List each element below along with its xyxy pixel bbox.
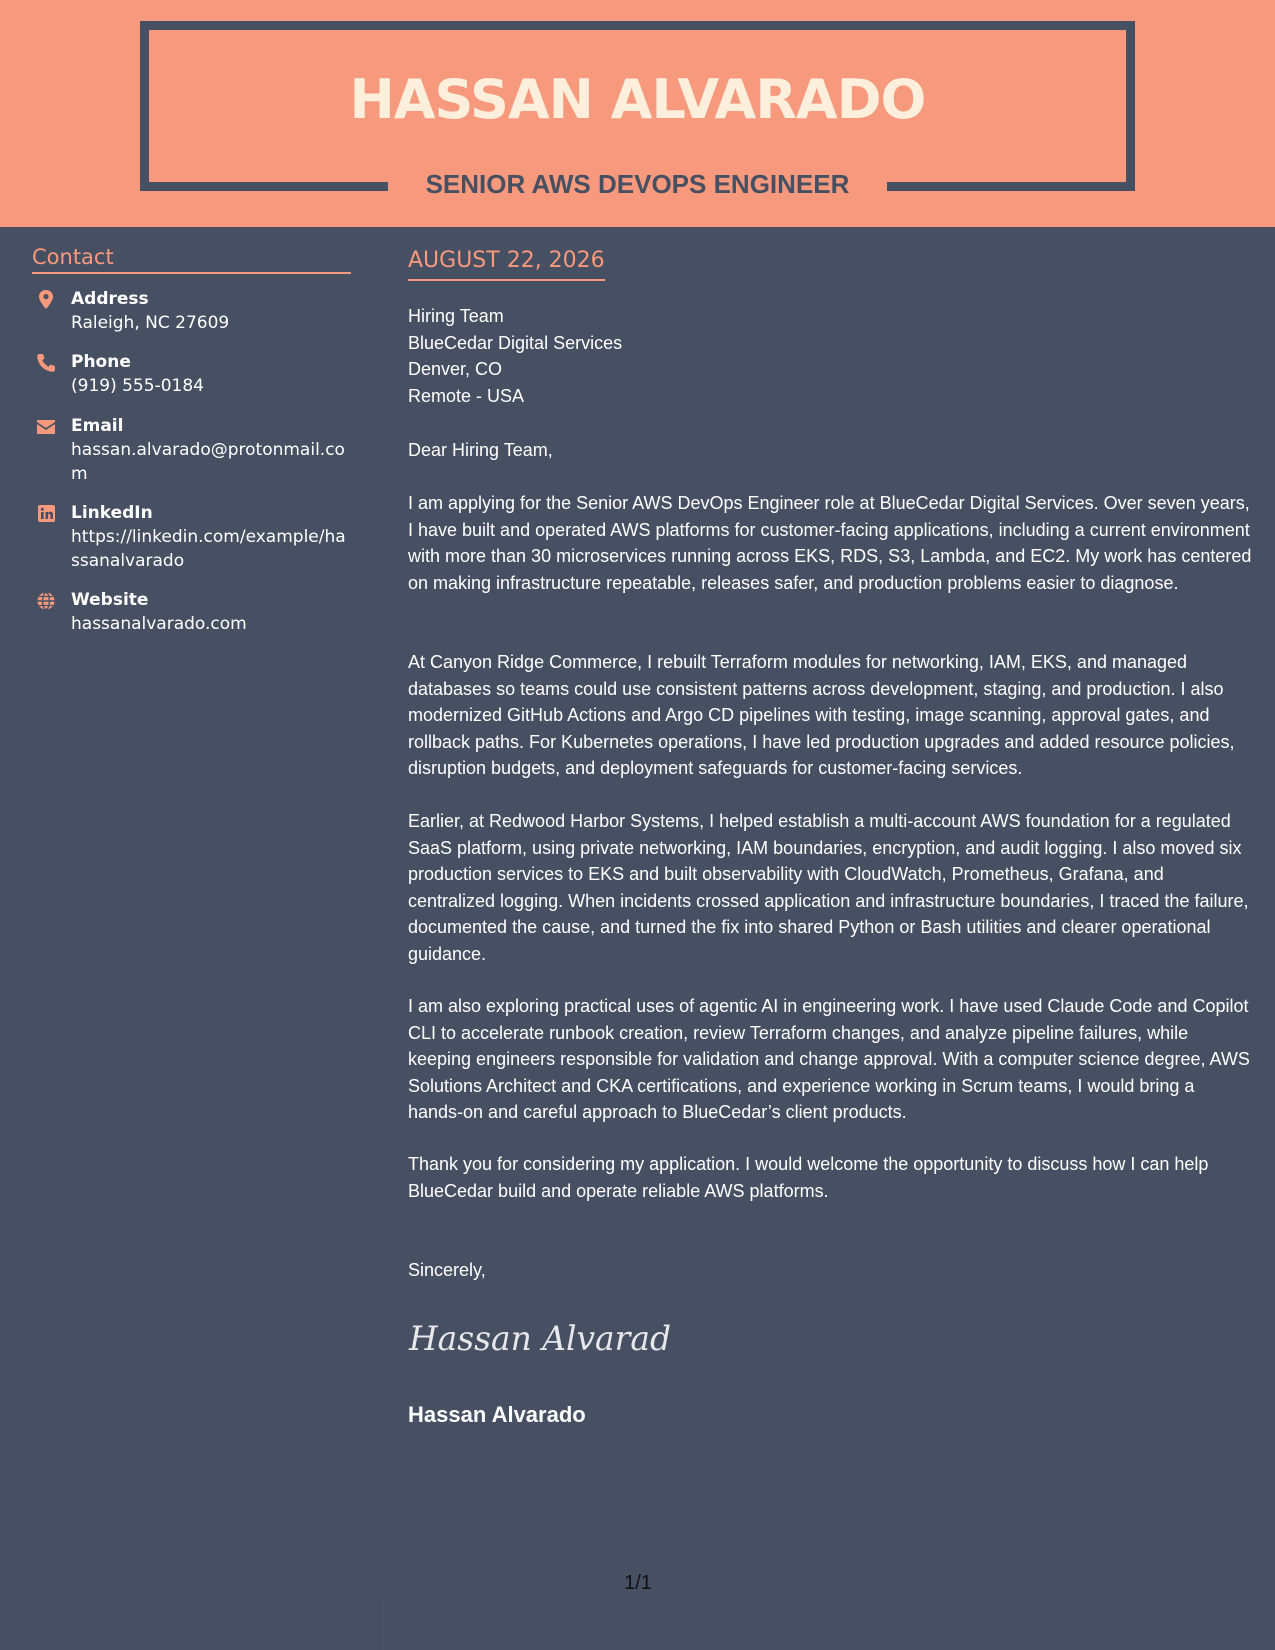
body-paragraph: I am applying for the Senior AWS DevOps Engineer role at BlueCedar Digital Services. Over seven years, I have built and operated AWS platforms for customer-facing applications, including a current environment with more than 30 microservices running across EKS, RDS, S3, Lambda, and EC2. My work has centered on making infrastructure repeatable, releases safer, and production problems easier to diagnose. <box>408 493 1252 593</box>
header-banner <box>0 0 1275 227</box>
page-number: 1/1 <box>624 1572 652 1594</box>
applicant-name: HASSAN ALVARADO <box>349 68 926 131</box>
recipient-line: Hiring Team <box>408 306 504 326</box>
globe-icon <box>35 591 57 611</box>
contact-label: Address <box>71 289 149 309</box>
closing: Sincerely, <box>408 1260 486 1280</box>
contact-value[interactable]: https://linkedin.com/example/hassanalvarado <box>71 527 346 571</box>
contact-value: Raleigh, NC 27609 <box>71 313 230 333</box>
contact-label: LinkedIn <box>71 503 153 523</box>
recipient-block <box>408 303 1253 409</box>
handwritten-signature <box>405 1314 705 1362</box>
svg-text:Hassan Alvarad: Hassan Alvarad <box>408 1319 671 1359</box>
envelope-icon <box>35 417 57 437</box>
contact-value: (919) 555-0184 <box>71 376 204 396</box>
map-pin-icon <box>35 290 57 310</box>
phone-icon <box>35 353 57 373</box>
job-title: SENIOR AWS DEVOPS ENGINEER <box>425 169 850 199</box>
contact-label: Email <box>71 416 124 436</box>
body-paragraph: I am also exploring practical uses of agentic AI in engineering work. I have used Claude Code and Copilot CLI to accelerate runbook creation, review Terraform changes, and analyze pipeline failures, while keeping engineers responsible for validation and change approval. With a computer science degree, AWS Solutions Architect and CKA certifications, and experience working in Scrum teams, I would bring a hands-on and careful approach to BlueCedar’s client products. <box>408 996 1250 1122</box>
recipient-line: BlueCedar Digital Services <box>408 332 623 353</box>
salutation: Dear Hiring Team, <box>408 440 553 460</box>
contact-heading: Contact <box>32 243 351 274</box>
recipient-line: Remote - USA <box>408 385 525 406</box>
letter-date: AUGUST 22, 2026 <box>408 246 605 281</box>
column-divider <box>382 1600 383 1650</box>
body-paragraph: Earlier, at Redwood Harbor Systems, I helped establish a multi-account AWS foundation for a regulated SaaS platform, using private networking, IAM boundaries, encryption, and audit logging. I also moved six production services to EKS and built observability with CloudWatch, Prometheus, Grafana, and centralized logging. When incidents crossed application and infrastructure boundaries, I traced the failure, documented the cause, and turned the fix into shared Python or Bash utilities and clearer operational guidance. <box>408 811 1249 964</box>
body-paragraph: At Canyon Ridge Commerce, I rebuilt Terraform modules for networking, IAM, EKS, and managed databases so teams could use consistent patterns across development, staging, and production. I also modernized GitHub Actions and Argo CD pipelines with testing, image scanning, approval gates, and rollback paths. For Kubernetes operations, I have led production upgrades and added resource policies, disruption budgets, and deployment safeguards for customer-facing services. <box>408 652 1235 778</box>
contact-label: Website <box>71 590 149 610</box>
linkedin-icon <box>35 504 57 524</box>
contact-value[interactable]: hassanalvarado.com <box>71 614 247 634</box>
contact-label: Phone <box>71 352 131 372</box>
contact-value[interactable]: hassan.alvarado@protonmail.com <box>71 440 345 484</box>
signer-name: Hassan Alvarado <box>408 1402 586 1427</box>
recipient-line: Denver, CO <box>408 359 503 379</box>
body-paragraph: Thank you for considering my application. I would welcome the opportunity to discuss how I can help BlueCedar build and operate reliable AWS platforms. <box>408 1154 1209 1201</box>
